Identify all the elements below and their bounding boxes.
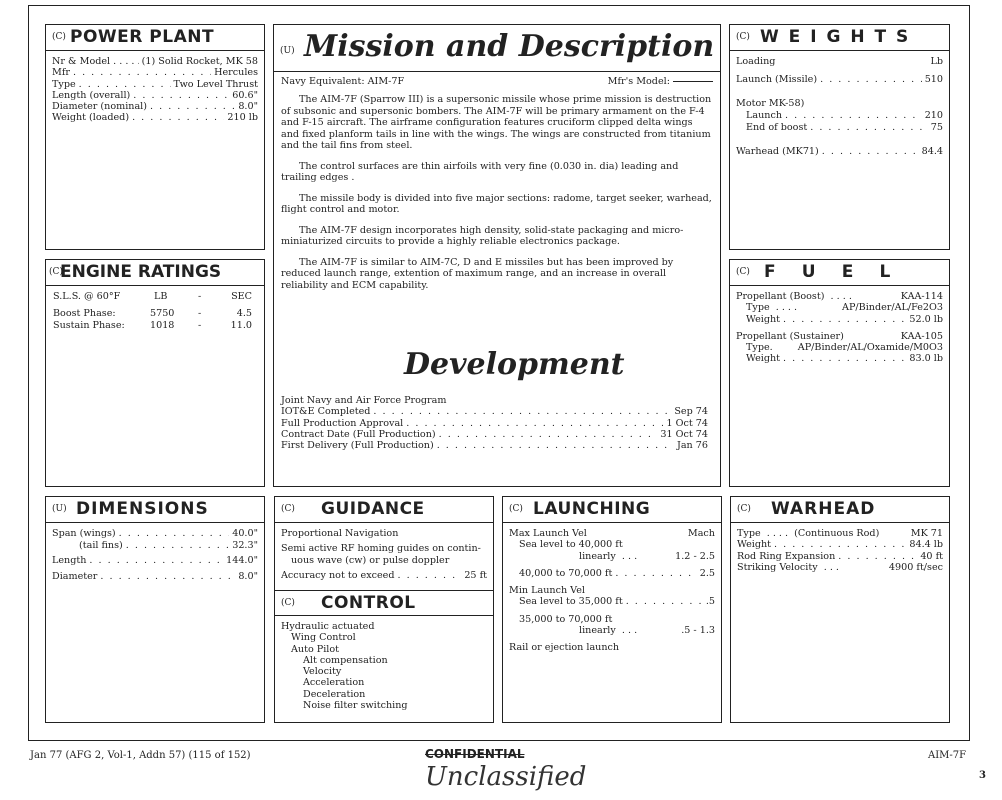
ratings-sec: 4.5: [236, 308, 252, 319]
classification-mark: (C): [509, 504, 523, 514]
spec-row: Length (overall) . . . 60.6": [52, 90, 258, 101]
ratings-sec: 11.0: [230, 320, 252, 331]
engine-ratings-header: [46, 260, 264, 286]
warhead-header: [731, 497, 949, 523]
engine-ratings-section: [45, 259, 265, 487]
launch-row: linearly . . . 1.2 - 2.5: [579, 550, 715, 562]
development-intro: Joint Navy and Air Force Program: [281, 395, 447, 406]
navy-equivalent: Navy Equivalent: AIM-7F: [281, 76, 405, 87]
handwritten-unclassified: Unclassified: [425, 762, 587, 792]
launching-section: [502, 496, 722, 723]
loading-row: Loading Lb: [736, 56, 943, 67]
warhead-row: Striking Velocity . . . 4900 ft/sec: [737, 561, 943, 573]
section-title: WARHEAD: [771, 499, 876, 519]
launch-row: Max Launch Vel Mach: [509, 528, 715, 539]
weight-row: End of boost . . . 75: [736, 122, 943, 134]
milestone-row: Full Production Approval . . . 1 Oct 74: [281, 418, 708, 429]
dimensions-section: [45, 496, 265, 723]
weights-header: [730, 25, 949, 51]
section-title: POWER PLANT: [70, 27, 215, 47]
mission-header: [274, 25, 720, 72]
control-line: Auto Pilot: [291, 643, 340, 655]
classification-mark: (C): [49, 267, 63, 277]
footer-date-ref: Jan 77 (AFG 2, Vol-1, Addn 57) (115 of 152): [30, 750, 251, 761]
section-title: GUIDANCE: [321, 499, 425, 519]
milestone-row: IOT&E Completed . . . Sep 74: [281, 406, 708, 417]
ratings-phase: Boost Phase:: [53, 308, 116, 319]
mfr-model: Mfr's Model:: [608, 76, 713, 87]
section-title: W E I G H T S: [760, 27, 911, 47]
guidance-row: Accuracy not to exceed . . . 25 ft: [281, 570, 487, 581]
fuel-header: [730, 260, 949, 286]
launching-header: [503, 497, 721, 523]
weight-row: Warhead (MK71) . . . 84.4: [736, 146, 943, 158]
fuel-row: Weight . . . 52.0 lb: [736, 314, 943, 325]
launch-line: 35,000 to 70,000 ft: [519, 613, 613, 625]
guidance-control-section: [274, 496, 494, 723]
milestone-row: First Delivery (Full Production) . . . Jan 76: [281, 440, 708, 451]
classification-mark: (U): [52, 504, 67, 514]
confidential-mark: CONFIDENTIAL: [425, 747, 525, 761]
fuel-row: Propellant (Boost) . . . . KAA-114: [736, 291, 943, 302]
warhead-row: Weight . . . 84.4 lb: [737, 539, 943, 550]
classification-mark: (C): [281, 598, 295, 608]
classification-mark: (C): [736, 32, 750, 42]
power-plant-section: [45, 24, 265, 250]
power-plant-header: [46, 25, 264, 51]
description-paragraph: The control surfaces are thin airfoils with very fine (0.030 in. dia) leading and trailing edges .: [281, 160, 679, 183]
launch-row: linearly . . . .5 - 1.3: [579, 625, 715, 637]
ratings-header-lb: LB: [154, 291, 168, 302]
warhead-section: [730, 496, 950, 723]
classification-mark: (U): [280, 46, 295, 56]
launch-line: Min Launch Vel: [509, 585, 585, 597]
milestone-row: Contract Date (Full Production) . . . 31 Oct 74: [281, 429, 708, 440]
section-title: Mission and Description: [304, 29, 715, 64]
ratings-header-dash: -: [198, 291, 202, 302]
fuel-row: Weight . . . 83.0 lb: [736, 353, 943, 364]
control-line: Hydraulic actuated: [281, 621, 375, 632]
warhead-row: Rod Ring Expansion . . . 40 ft: [737, 551, 943, 562]
guidance-line: Semi active RF homing guides on contin-: [281, 543, 481, 555]
mission-section: [273, 24, 721, 487]
classification-mark: (C): [736, 267, 750, 277]
section-title: LAUNCHING: [533, 499, 651, 519]
spec-row: Weight (loaded) . . . 210 lb: [52, 112, 258, 123]
classification-mark: (C): [737, 504, 751, 514]
fuel-row: Type . . . . AP/Binder/AL/Fe2O3: [746, 302, 943, 314]
launch-line: Sea level to 40,000 ft: [519, 539, 623, 551]
control-line: Wing Control: [291, 632, 356, 644]
equivalent-row: [281, 76, 713, 87]
guidance-line: uous wave (cw) or pulse doppler: [291, 554, 450, 566]
dimension-row: Diameter . . . 8.0": [52, 571, 258, 583]
ratings-dash: -: [198, 320, 202, 331]
weight-row: Launch (Missile) . . . 510: [736, 74, 943, 86]
launch-line: Rail or ejection launch: [509, 642, 620, 654]
motor-label: Motor MK-58): [736, 98, 805, 109]
control-line: Alt compensation: [303, 654, 388, 666]
control-line: Deceleration: [303, 688, 366, 700]
ratings-table: [46, 286, 264, 351]
ratings-header-sls: S.L.S. @ 60°F: [53, 291, 121, 302]
description-paragraph: The AIM-7F design incorporates high density, solid-state packaging and micro-miniaturized circuits to provide a highly reliable electronics package.: [281, 224, 684, 247]
spec-row: Mfr . . . Hercules: [52, 67, 258, 78]
ratings-phase: Sustain Phase:: [53, 320, 125, 331]
control-line: Noise filter switching: [303, 700, 408, 712]
dimension-row: Length . . . 144.0": [52, 555, 258, 567]
section-title: CONTROL: [321, 593, 416, 613]
warhead-row: Type . . . . (Continuous Rod) MK 71: [737, 528, 943, 539]
guidance-line: Proportional Navigation: [281, 528, 399, 539]
spec-row: Type . . . Two Level Thrust: [52, 79, 258, 90]
control-line: Acceleration: [303, 677, 365, 689]
fuel-row: Type. AP/Binder/AL/Oxamide/M0O3: [746, 342, 943, 354]
guidance-header: [275, 497, 493, 523]
description-paragraph: The missile body is divided into five major sections: radome, target seeker, warhead, flight control and motor.: [281, 192, 712, 215]
ratings-dash: -: [198, 308, 202, 319]
ratings-header-sec: SEC: [231, 291, 252, 302]
section-title: DIMENSIONS: [76, 499, 209, 519]
description-paragraph: The AIM-7F (Sparrow III) is a supersonic missile whose prime mission is destruction of subsonic and supersonic bombers. The AIM-7F will be primary armament on the F-4 and F-15 aircraft. The airframe configuration features cruciform clipped delta wings and fixed planform tails in line with the wings. The wings are constructed from titanium and the tail fins from steel.: [281, 94, 712, 151]
control-header: [275, 590, 493, 616]
classification-mark: (C): [52, 32, 66, 42]
development-list: [281, 395, 708, 451]
launch-row: 40,000 to 70,000 ft . . . 2.5: [509, 568, 715, 579]
control-list: [275, 616, 493, 711]
spec-row: Diameter (nominal) . . . 8.0": [52, 101, 258, 112]
dimension-row: Span (wings) . . . 40.0": [52, 528, 258, 540]
dimension-row: (tail fins) . . . 32.3": [52, 540, 258, 552]
spec-row: Nr & Model . . . . . (1) Solid Rocket, MK 58: [52, 56, 258, 67]
fuel-row: Propellant (Sustainer) KAA-105: [736, 330, 943, 342]
section-title: ENGINE RATINGS: [60, 262, 222, 282]
footer-designation: AIM-7F: [928, 750, 967, 761]
development-title: Development: [404, 347, 625, 382]
launch-row: Sea level to 35,000 ft . . . .5: [509, 596, 715, 607]
section-title: F U E L: [764, 262, 891, 282]
page-number: 3: [979, 770, 986, 781]
classification-mark: (C): [281, 504, 295, 514]
ratings-lb: 5750: [150, 308, 175, 319]
control-line: Velocity: [303, 666, 342, 678]
weight-row: Launch . . . 210: [736, 110, 943, 122]
ratings-lb: 1018: [150, 320, 175, 331]
fuel-section: [729, 259, 950, 487]
weights-section: [729, 24, 950, 250]
description-paragraph: The AIM-7F is similar to AIM-7C, D and E missiles but has been improved by reduced launch range, extention of maximum range, and an increase in overall reliability and ECM capability.: [281, 256, 674, 291]
dimensions-header: [46, 497, 264, 523]
